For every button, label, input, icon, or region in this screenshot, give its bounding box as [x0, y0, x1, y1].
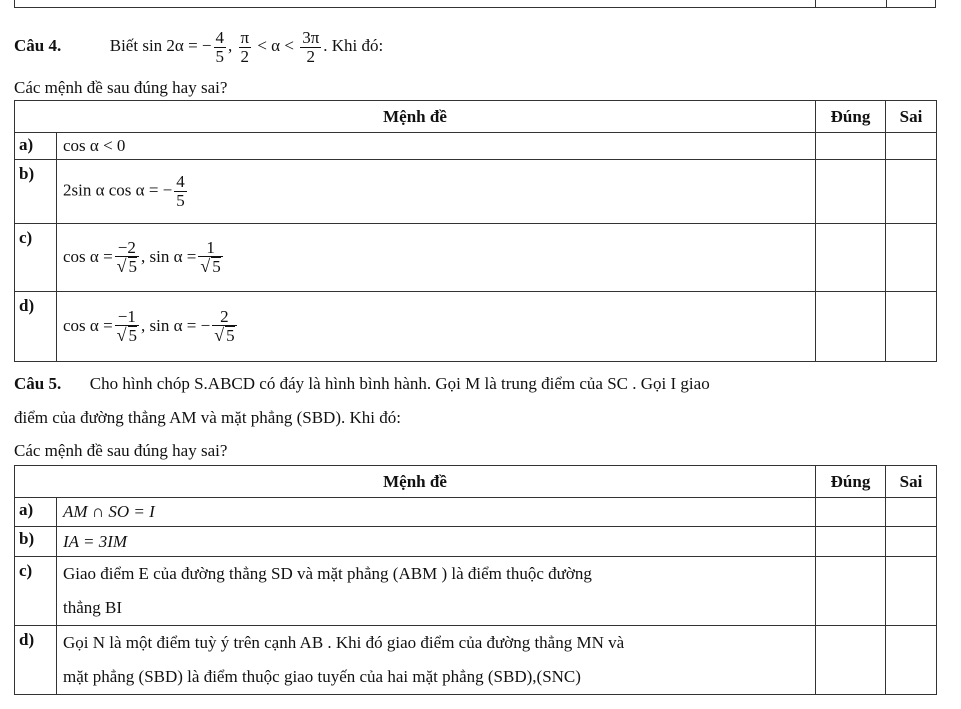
true-answer-cell[interactable]: [816, 527, 886, 557]
row-label: b): [15, 160, 57, 224]
true-answer-cell[interactable]: [816, 498, 886, 527]
q4-given-lhs: sin 2α = −: [142, 36, 212, 55]
row-label: a): [15, 498, 57, 527]
false-answer-cell[interactable]: [886, 133, 937, 160]
previous-table-bottom: [14, 0, 936, 8]
q4-tail: . Khi đó:: [323, 36, 384, 55]
statement-cell: 2sin α cos α = − $\frac{4}{5}$: [57, 160, 816, 224]
q5-header-false: Sai: [886, 466, 937, 498]
row-label: b): [15, 527, 57, 557]
row-label: c): [15, 224, 57, 292]
q5-header-true: Đúng: [816, 466, 886, 498]
false-answer-cell[interactable]: [886, 557, 937, 626]
false-answer-cell[interactable]: [886, 527, 937, 557]
q5-prompt: Các mệnh đề sau đúng hay sai?: [14, 441, 228, 460]
statement-cell: cos α = $\frac{-1}{√ 5}$ , sin α = − $\frac{2}{√ 5}$: [57, 292, 816, 362]
q4-statement: [14, 26, 383, 66]
statement-cell: IA = 3IM: [57, 527, 816, 557]
q4-prompt: Các mệnh đề sau đúng hay sai?: [14, 78, 228, 97]
true-answer-cell[interactable]: [816, 224, 886, 292]
q5-label: Câu 5.: [14, 374, 62, 393]
table-row: [15, 160, 937, 224]
q4-comma: ,: [228, 36, 237, 55]
true-answer-cell[interactable]: [816, 557, 886, 626]
true-answer-cell[interactable]: [816, 133, 886, 160]
q4-header-true: Đúng: [816, 101, 886, 133]
table-row: [15, 224, 937, 292]
row-label: d): [15, 292, 57, 362]
q5-table: [14, 465, 937, 695]
q4-3pi-over-2: $\frac{3\pi}{2}$: [302, 27, 320, 66]
q5-header-statement: Mệnh đề: [15, 466, 816, 498]
q5-text-line1: Cho hình chóp S.ABCD có đáy là hình bình hành. Gọi M là trung điểm của SC . Gọi I giao: [89, 374, 710, 393]
q4-header-statement: Mệnh đề: [15, 101, 816, 133]
true-answer-cell[interactable]: [816, 626, 886, 695]
false-answer-cell[interactable]: [886, 224, 937, 292]
row-label: a): [15, 133, 57, 160]
q4-pi-over-2: $\frac{\pi}{2}$: [240, 27, 250, 66]
table-row: [15, 527, 937, 557]
statement-cell: cos α = $\frac{-2}{√ 5}$ , sin α = $\frac{1}{√ 5}$: [57, 224, 816, 292]
true-answer-cell[interactable]: [816, 160, 886, 224]
table-row: [15, 626, 937, 695]
q5-line1: [14, 374, 710, 394]
table-row: [15, 498, 937, 527]
row-label: d): [15, 626, 57, 695]
q5-text-line2: điểm của đường thẳng AM và mặt phẳng (SBD). Khi đó:: [14, 408, 401, 427]
q4-alpha-bounds: < α <: [257, 36, 294, 55]
table-row: [15, 557, 937, 626]
statement-cell: cos α < 0: [57, 133, 816, 160]
statement-cell: AM ∩ SO = I: [57, 498, 816, 527]
table-row: [15, 133, 937, 160]
q4-header-false: Sai: [886, 101, 937, 133]
table-row: [15, 292, 937, 362]
q4-intro: Biết: [109, 36, 139, 55]
false-answer-cell[interactable]: [886, 498, 937, 527]
row-label: c): [15, 557, 57, 626]
q4-table: [14, 100, 937, 362]
true-answer-cell[interactable]: [816, 292, 886, 362]
statement-cell: Gọi N là một điểm tuỳ ý trên cạnh AB . Khi đó giao điểm của đường thẳng MN và mặt phẳng (SBD) là điểm thuộc giao tuyến của hai mặt phẳng (SBD),(SNC): [57, 626, 816, 695]
statement-cell: Giao điểm E của đường thẳng SD và mặt phẳng (ABM ) là điểm thuộc đường thẳng BI: [57, 557, 816, 626]
false-answer-cell[interactable]: [886, 626, 937, 695]
q4-label: Câu 4.: [14, 36, 62, 55]
false-answer-cell[interactable]: [886, 292, 937, 362]
false-answer-cell[interactable]: [886, 160, 937, 224]
q4-given-fraction: $\frac{4}{5}$: [215, 27, 224, 66]
